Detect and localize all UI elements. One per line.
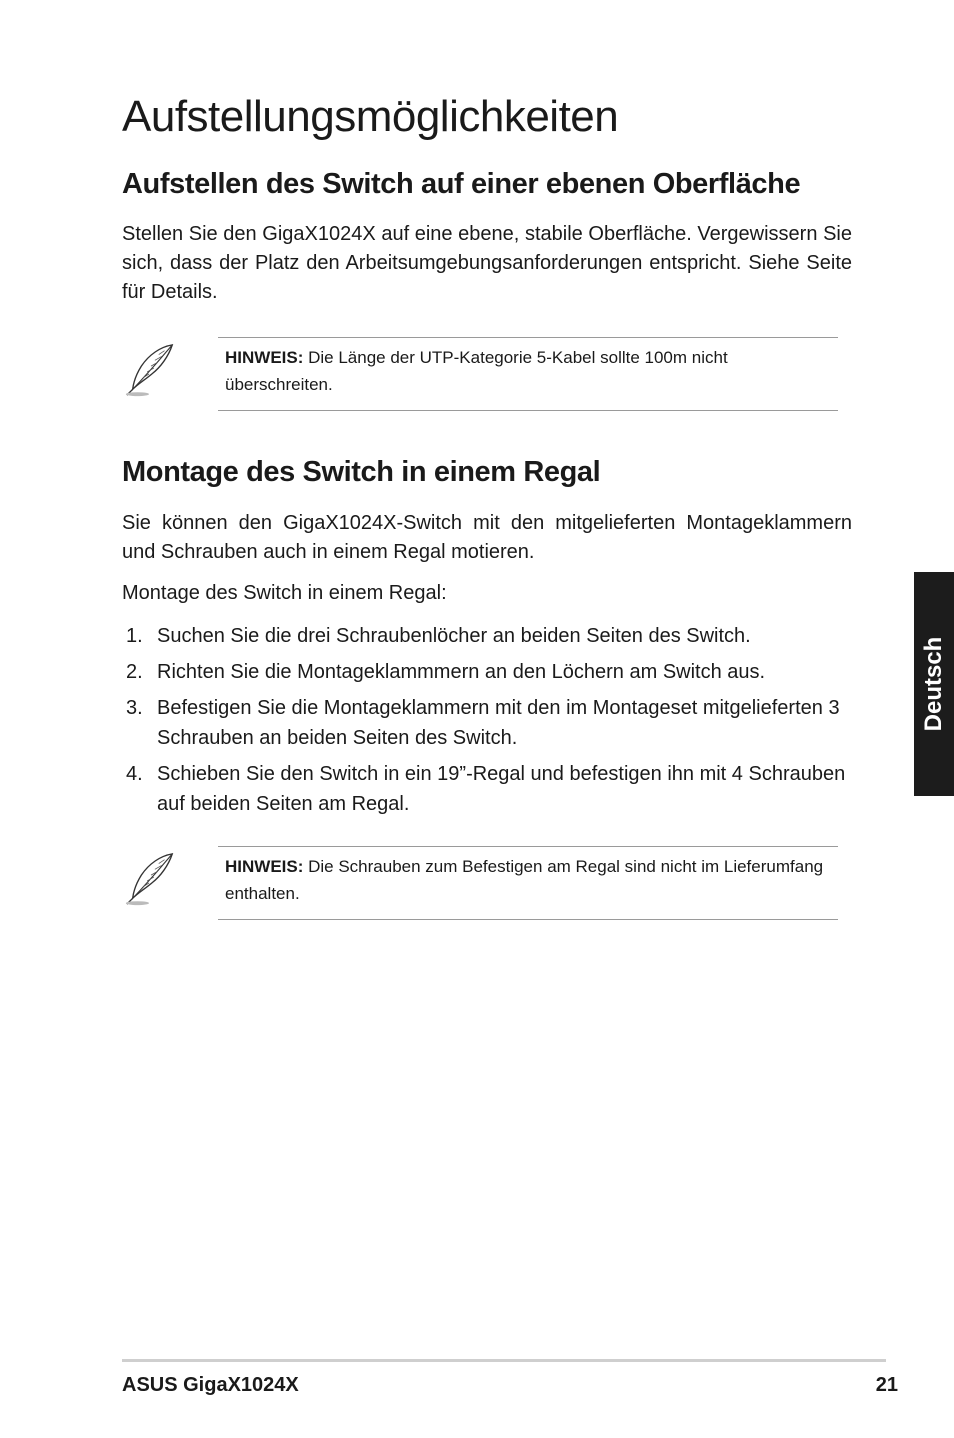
- note-label: HINWEIS:: [225, 348, 304, 367]
- section-heading-rack-mount: Montage des Switch in einem Regal: [122, 456, 601, 488]
- note-text: [218, 846, 838, 920]
- step-number: 1.: [126, 625, 143, 647]
- language-tab: [914, 572, 954, 796]
- step-text: Befestigen Sie die Montageklammern mit den im Montageset mitgelieferten 3 Schrauben an beiden Seiten des Switch.: [157, 697, 840, 749]
- step-text: Schieben Sie den Switch in ein 19”-Regal und befestigen ihn mit 4 Schrauben auf beiden Seiten am Regal.: [157, 763, 846, 815]
- note-body: Die Schrauben zum Befestigen am Regal sind nicht im Lieferumfang enthalten.: [225, 857, 824, 903]
- page-title: Aufstellungsmöglichkeiten: [122, 92, 619, 141]
- note-body: Die Länge der UTP-Kategorie 5-Kabel sollte 100m nicht überschreiten.: [225, 348, 728, 394]
- footer-page-number: 21: [875, 1374, 898, 1396]
- feather-quill-icon: [122, 341, 180, 399]
- section-heading-flat-surface: Aufstellen des Switch auf einer ebenen Oberfläche: [122, 168, 801, 200]
- footer-product-name: ASUS GigaX1024X: [122, 1374, 299, 1396]
- feather-quill-icon: [122, 850, 180, 908]
- step-number: 2.: [126, 661, 143, 683]
- section-paragraph-rack-mount: Sie können den GigaX1024X-Switch mit den mitgelieferten Montageklammern und Schrauben auch in einem Regal motieren.: [122, 512, 852, 563]
- list-item: [122, 693, 852, 753]
- steps-list: [122, 621, 852, 825]
- section-paragraph-flat-surface: Stellen Sie den GigaX1024X auf eine ebene, stabile Oberfläche. Vergewissern Sie sich, dass der Platz den Arbeitsumgebungsanforderungen entspricht. Siehe Seite für Details.: [122, 223, 852, 303]
- step-number: 3.: [126, 697, 143, 719]
- list-item: [122, 621, 852, 651]
- note-label: HINWEIS:: [225, 857, 304, 876]
- list-item: [122, 657, 852, 687]
- note-screws: [122, 846, 838, 914]
- steps-intro: Montage des Switch in einem Regal:: [122, 582, 447, 604]
- note-text: [218, 337, 838, 411]
- step-number: 4.: [126, 763, 143, 785]
- language-tab-label: Deutsch: [920, 636, 947, 732]
- list-item: [122, 759, 852, 819]
- step-text: Suchen Sie die drei Schraubenlöcher an beiden Seiten des Switch.: [157, 625, 751, 647]
- note-cable-length: [122, 337, 838, 405]
- step-text: Richten Sie die Montageklammmern an den Löchern am Switch aus.: [157, 661, 766, 683]
- footer-divider: [122, 1359, 886, 1362]
